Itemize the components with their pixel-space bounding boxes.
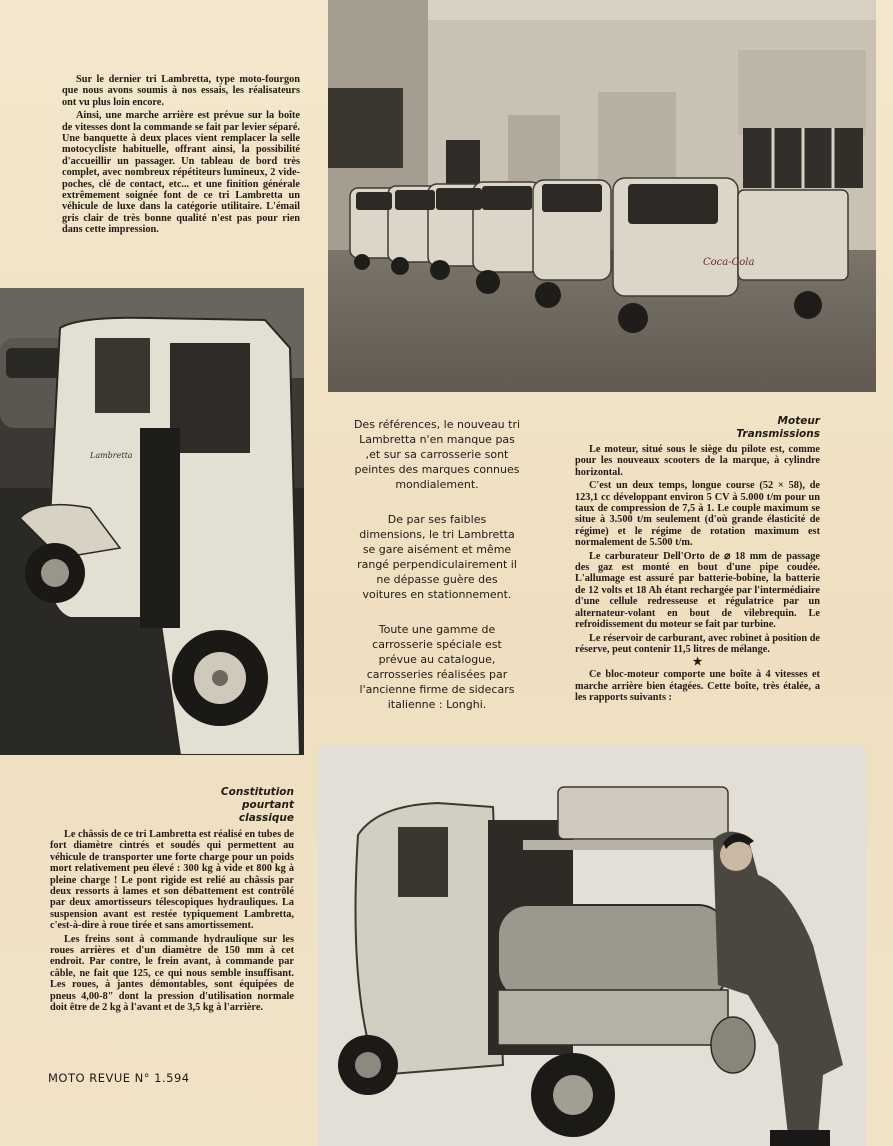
constitution-section (50, 786, 294, 1016)
page-footer: MOTO REVUE N° 1.594 (48, 1071, 190, 1085)
moteur-paragraph-5: Ce bloc-moteur comporte une boîte à 4 vitesses et marche arrière bien étagées. Cette boîte, très étalée, a les rapports suivants : (575, 669, 820, 704)
photo-fleet (328, 0, 876, 392)
fleet-sign-text: Coca-Cola (703, 257, 755, 268)
longhi-illustration (318, 745, 866, 1146)
caption-references: Des références, le nouveau tri Lambretta n'en manque pas ,et sur sa carrosserie sont peintes des marques connues mondialement. (353, 418, 521, 491)
intro-paragraph-2: Ainsi, une marche arrière est prévue sur la boîte de vitesses dont la commande se fait par levier séparé. Une banquette à deux places vient remplacer la selle motocycliste habituelle, offrant ainsi, la possibilité d'accueillir un passager. Un tableau de bord très complet, avec nombreux répétiteurs lumineux, 2 vide-poches, clé de contact, etc... et une finition générale extrêmement soignée font de ce tri Lambretta un véhicule de luxe dans la catégorie utilitaire. L'émail gris clair de très bonne qualité n'est pas pour rien dans cette impression. (62, 110, 300, 236)
constitution-heading-line-2: pourtant (242, 799, 294, 811)
fleet-illustration (328, 0, 876, 392)
moteur-paragraph-2: C'est un deux temps, longue course (52 × 58), de 123,1 cc développant environ 5 CV à 5.000 t/m pour un taux de compression de 7,5 à 1. Le couple maximum se situe à 3.500 t/m seulement (d'où grande élasticité de régime) et le régime de rotation maximum est normalement de 5.500 t/m. (575, 480, 820, 549)
constitution-paragraph-2: Les freins sont à commande hydraulique sur les roues arrières et d'un diamètre de 150 mm à cet endroit. Par contre, le frein avant, à commande par câble, ne fait que 125, ce qui nous semble insuffisant. Les roues, à jantes démontables, sont équipées de pneus 4,00-8" dont la pression d'utilisation normale doit être de 2 kg à l'avant et de 3,5 kg à l'arrière. (50, 933, 294, 1014)
star-separator: ★ (692, 656, 703, 669)
moteur-paragraph-4: Le réservoir de carburant, avec robinet à position de réserve, peut contenir 11,5 litres de mélange. (575, 632, 820, 655)
intro-text (62, 74, 300, 238)
moteur-heading-line-1: Moteur (777, 415, 820, 427)
moteur-section (575, 415, 820, 706)
moteur-heading (575, 415, 820, 441)
captions-column (353, 417, 521, 726)
photo-longhi-body (318, 745, 866, 1146)
constitution-paragraph-1: Le châssis de ce tri Lambretta est réalisé en tubes de fort diamètre cintrés et soudés qui permettent au véhicule de transporter une forte charge pour un poids mort relativement peu élevé : 300 kg à vide et 800 kg à pleine charge ! Le pont rigide est relié au châssis par deux ressorts à lames et son débattement est contrôlé par deux amortisseurs télescopiques hydrauliques. La suspension avant est restée typiquement Lambretta, c'est-à-dire à roue tirée et sans amortissement. (50, 829, 294, 932)
photo-cab (0, 288, 304, 755)
constitution-heading-line-3: classique (238, 812, 294, 824)
constitution-heading (50, 786, 294, 825)
moteur-heading-line-2: Transmissions (736, 428, 820, 440)
intro-paragraph-1: Sur le dernier tri Lambretta, type moto-fourgon que nous avons soumis à nos essais, les réalisateurs ont vu plus loin encore. (62, 74, 300, 108)
cab-illustration (0, 288, 304, 755)
caption-carrosseries: Toute une gamme de carrosserie spéciale est prévue au catalogue, carrosseries réalisées par l'ancienne firme de sidecars italienne : Longhi. (359, 623, 515, 711)
caption-dimensions: De par ses faibles dimensions, le tri Lambretta se gare aisément et même rangé perpendiculairement il ne dépasse guère des voitures en stationnement. (357, 513, 517, 601)
moteur-paragraph-1: Le moteur, situé sous le siège du pilote est, comme pour les nouveaux scooters de la marque, à cylindre horizontal. (575, 444, 820, 478)
constitution-heading-line-1: Constitution (220, 786, 294, 798)
cab-badge-text: Lambretta (90, 451, 133, 460)
moteur-paragraph-3: Le carburateur Dell'Orto de ⌀ 18 mm de passage des gaz est monté en bout d'une pipe coudée. L'allumage est assuré par batterie-bobine, la batterie de 12 volts et 18 Ah étant rechargée par l'intermédiaire d'une cellule redresseuse et régulatrice par un alternateur-volant en bout de vilebrequin. Le refroidissement du moteur se fait par turbine. (575, 550, 820, 631)
